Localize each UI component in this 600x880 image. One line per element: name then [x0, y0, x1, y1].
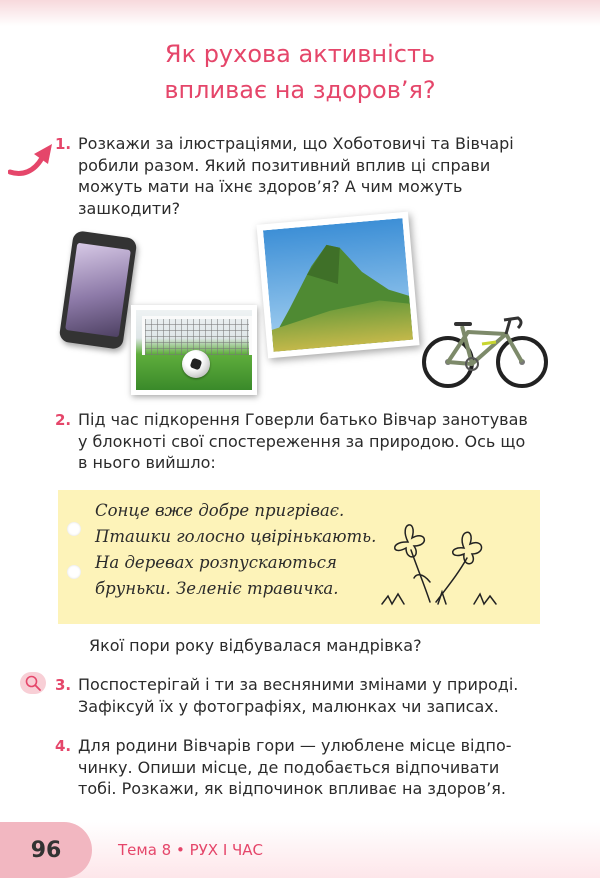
top-decor-band	[0, 0, 600, 26]
notebook-hole	[67, 565, 81, 579]
notebook-question: Якої пори року відбувалася мандрівка?	[89, 636, 422, 655]
notebook-line: Сонце вже добре пригріває.	[95, 501, 345, 520]
football-goal-photo	[131, 305, 257, 395]
task-3-text	[78, 674, 548, 717]
task-arrow-icon	[8, 142, 54, 178]
smartphone-image	[59, 230, 138, 350]
phone-screen	[65, 243, 131, 338]
task-1-line: зашкодити?	[78, 198, 181, 218]
task-4-line: тобі. Розкажи, як відпочинок впливає на здоров’я.	[78, 779, 506, 798]
task-1-line: можуть мати на їхнє здоров’я? А чим можуть	[78, 177, 463, 196]
task-3-number: 3.	[55, 676, 72, 694]
notebook-line: бруньки. Зеленіє травичка.	[95, 579, 339, 598]
task-2-text	[78, 409, 548, 474]
magnifier-icon	[25, 675, 41, 691]
task-4-line: чинку. Опиши місце, де подобається відпочивати	[78, 757, 500, 777]
task-4-number: 4.	[55, 737, 72, 755]
notebook-line: На деревах розпускаються	[95, 553, 337, 572]
flowers-sketch-icon	[378, 512, 508, 608]
task-2-line: у блокноті свої спостереження за природою. Ось що	[78, 431, 526, 451]
title-line-1: Як рухова активність	[164, 40, 436, 68]
notebook-line: Пташки голосно цвірінькають.	[95, 527, 377, 546]
title-line-2: впливає на здоров’я?	[164, 76, 436, 104]
task-1-number: 1.	[55, 135, 72, 153]
mountain-photo	[256, 212, 419, 359]
task-1-line: Розкажи за ілюстраціями, що Хоботовичі та Вівчарі	[78, 134, 514, 153]
task-2-number: 2.	[55, 411, 72, 429]
topic-label: Тема 8 • РУХ І ЧАС	[118, 841, 264, 859]
task-4-line: Для родини Вівчарів гори — улюблене місце відпо-	[78, 736, 512, 755]
task-3-line: Поспостерігай і ти за весняними змінами у природі.	[78, 675, 519, 694]
page-number: 96	[0, 822, 92, 878]
task-1-text	[78, 133, 548, 219]
task-1-line: робили разом. Який позитивний вплив ці справи	[78, 155, 491, 175]
task-2-line: в нього вийшло:	[78, 453, 216, 472]
soccer-ball-icon	[182, 350, 210, 378]
bicycle-icon	[420, 314, 550, 394]
mountain-landscape	[263, 218, 413, 352]
task-3-line: Зафіксуй їх у фотографіях, малюнках чи записах.	[78, 696, 499, 716]
observation-badge	[20, 672, 46, 694]
page-title	[0, 36, 600, 108]
task-2-line: Під час підкорення Говерли батько Вівчар занотував	[78, 410, 528, 429]
notebook-hole	[67, 522, 81, 536]
task-4-text	[78, 735, 548, 800]
